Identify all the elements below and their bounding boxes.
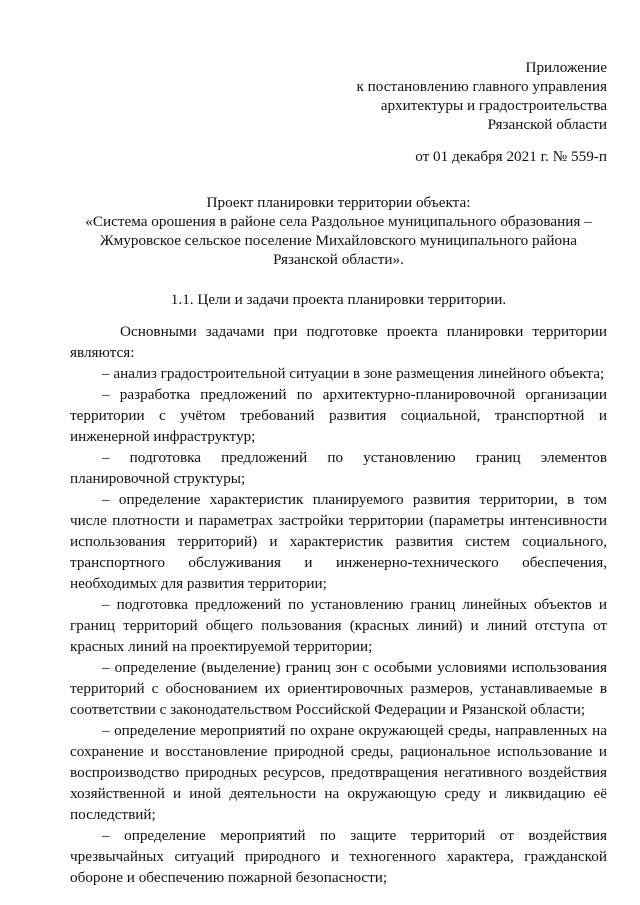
appendix-header: [357, 58, 608, 134]
task-item: – анализ градостроительной ситуации в зоне размещения линейного объекта;: [102, 365, 605, 382]
task-item: – определение (выделение) границ зон с особыми условиями использования территорий с обоснованием их ориентировочных размеров, устанавливаемые в соответствии с законодательством Российской Федерации и Рязанской области;: [70, 659, 607, 718]
task-item: – определение мероприятий по охране окружающей среды, направленных на сохранение и восстановление природной среды, рациональное использование и воспроизводство природных ресурсов, предотвращения негативного воздействия хозяйственной и иной деятельности на окружающую среду и ликвидацию её последствий;: [70, 722, 607, 823]
appendix-line: архитектуры и градостроительства: [380, 97, 607, 114]
task-item: – подготовка предложений по установлению границ линейных объектов и границ территорий общего пользования (красных линий) и линий отступа от красных линий на проектируемой территории;: [70, 596, 607, 655]
title-line: Проект планировки территории объекта:: [206, 194, 471, 211]
title-line: «Система орошения в районе села Раздольное муниципального образования –: [85, 213, 592, 230]
appendix-line: Рязанской области: [487, 116, 607, 133]
intro-paragraph: Основными задачами при подготовке проекта планировки территории являются:: [70, 323, 607, 361]
task-item: – определение характеристик планируемого развития территории, в том числе плотности и параметрах застройки территории (параметры интенсивности использования территорий) и характеристик развития систем социального, транспортного обслуживания и инженерно-технического обеспечения, необходимых для развития территории;: [70, 491, 607, 592]
decree-date-number: от 01 декабря 2021 г. № 559-п: [415, 148, 607, 165]
title-line: Рязанской области».: [273, 251, 404, 268]
task-item: – определение мероприятий по защите территорий от воздействия чрезвычайных ситуаций природного и техногенного характера, гражданской обороне и обеспечению пожарной безопасности;: [70, 827, 607, 886]
document-title: [70, 193, 607, 269]
appendix-line: Приложение: [525, 59, 607, 76]
body-text: [70, 321, 607, 888]
task-item: – разработка предложений по архитектурно-планировочной организации территории с учётом требований развития социальной, транспортной и инженерной инфраструктур;: [70, 386, 607, 445]
section-heading: 1.1. Цели и задачи проекта планировки территории.: [170, 291, 507, 308]
appendix-line: к постановлению главного управления: [356, 78, 607, 95]
title-line: Жмуровское сельское поселение Михайловского муниципального района: [100, 232, 577, 249]
task-item: – подготовка предложений по установлению границ элементов планировочной структуры;: [70, 449, 607, 487]
